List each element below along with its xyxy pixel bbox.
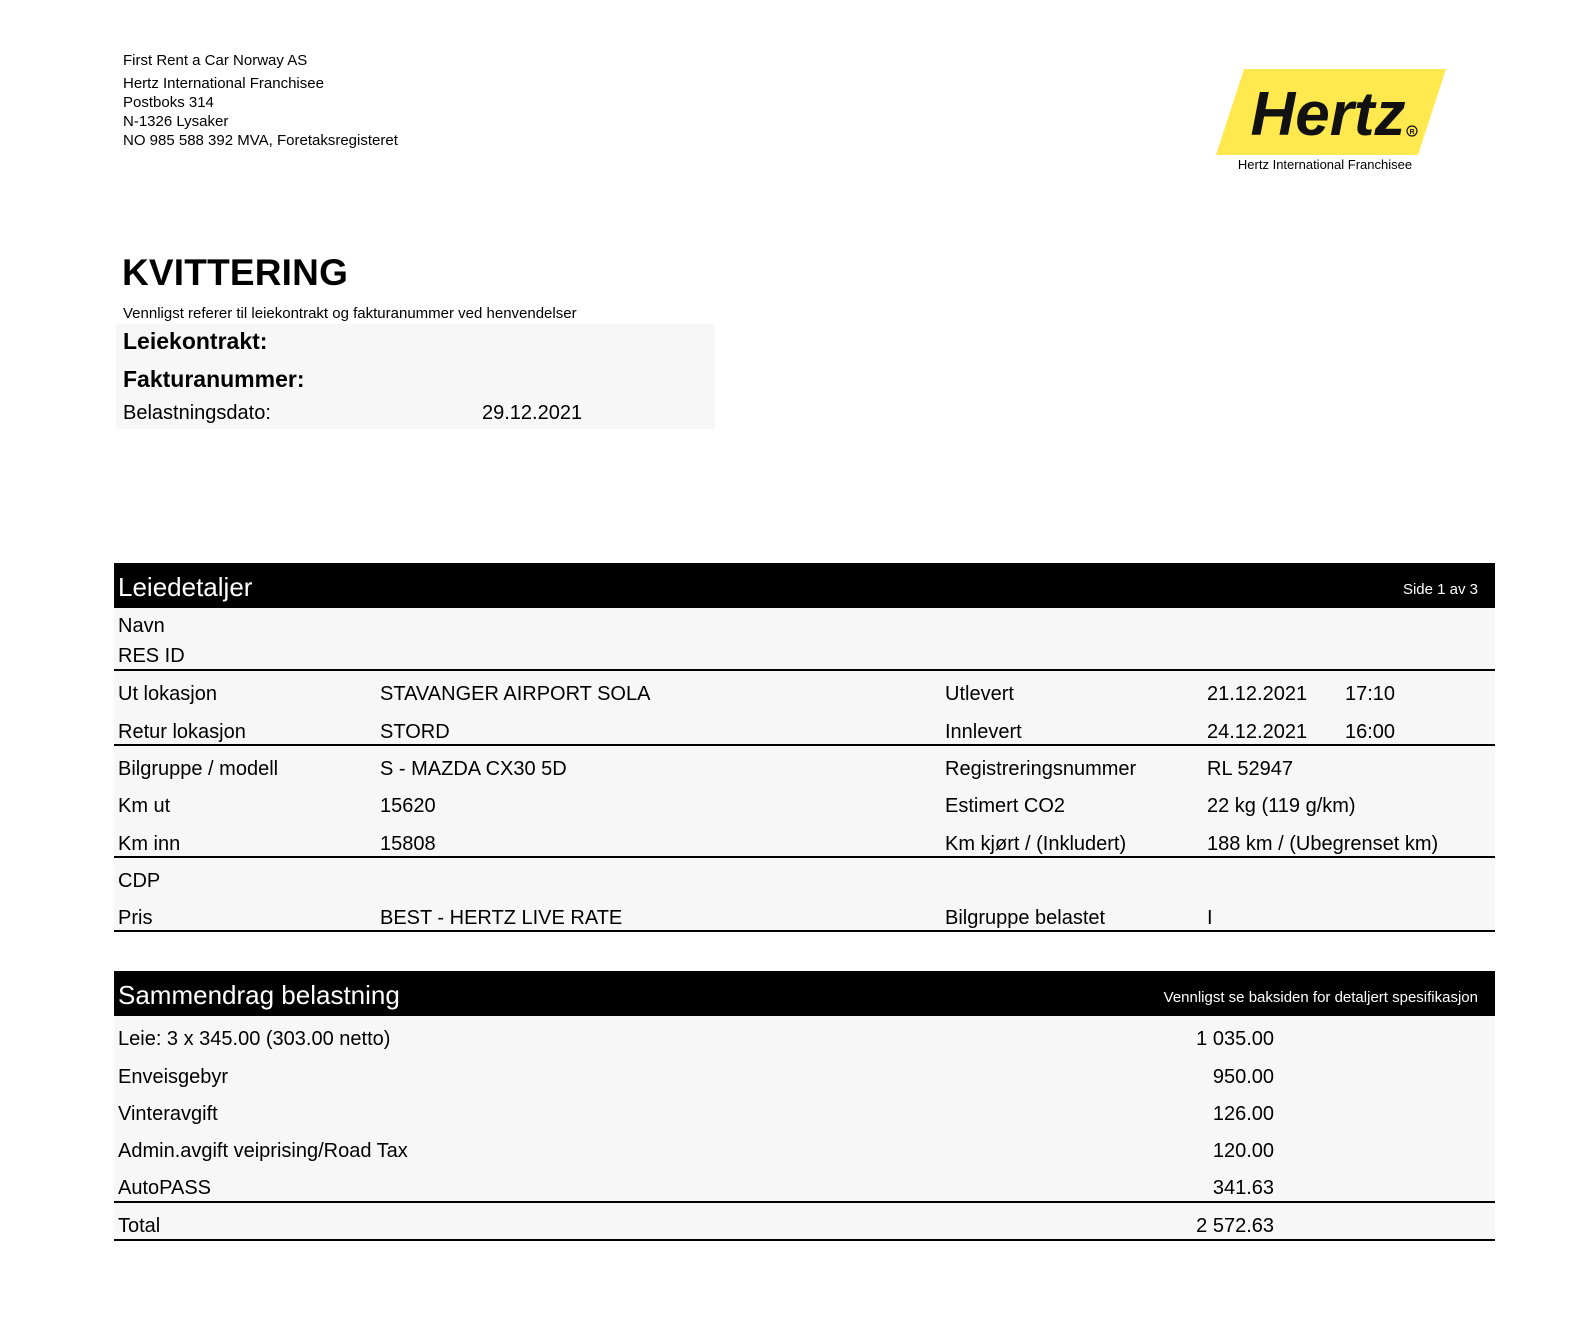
co2-label: Estimert CO2	[945, 795, 1066, 817]
registration-value: RL 52947	[1207, 758, 1293, 780]
hertz-logo	[1216, 69, 1446, 174]
name-label: Navn	[118, 615, 165, 637]
divider	[114, 669, 1495, 671]
divider	[114, 1201, 1495, 1203]
km-driven-label: Km kjørt / (Inkludert)	[945, 833, 1127, 855]
reference-box	[116, 324, 715, 429]
summary-note: Vennligst se baksiden for detaljert spesifikasjon	[1163, 989, 1478, 1006]
divider	[114, 930, 1495, 932]
charge-amount: 120.00	[1212, 1140, 1274, 1162]
returned-label: Innlevert	[945, 721, 1022, 743]
page-title: KVITTERING	[122, 252, 349, 293]
summary-header	[114, 971, 1495, 1016]
company-franchise: Hertz International Franchisee	[123, 75, 324, 92]
cdp-label: CDP	[118, 870, 161, 892]
delivered-time: 17:10	[1345, 683, 1396, 705]
km-out-label: Km ut	[118, 795, 171, 817]
km-in-value: 15808	[380, 833, 436, 855]
price-label: Pris	[118, 907, 153, 929]
return-location-label: Retur lokasjon	[118, 721, 246, 743]
company-address	[123, 51, 398, 150]
out-location-value: STAVANGER AIRPORT SOLA	[380, 683, 651, 705]
delivered-date: 21.12.2021	[1207, 683, 1308, 705]
company-city: N-1326 Lysaker	[123, 113, 229, 130]
charge-label: Vinteravgift	[118, 1103, 218, 1125]
km-in-label: Km inn	[118, 833, 181, 855]
charge-label: Admin.avgift veiprising/Road Tax	[118, 1140, 408, 1162]
page-indicator: Side 1 av 3	[1402, 581, 1478, 598]
rental-details-header	[114, 563, 1495, 608]
contract-label: Leiekontrakt:	[123, 328, 268, 354]
delivered-label: Utlevert	[945, 683, 1014, 705]
charge-amount: 950.00	[1212, 1066, 1274, 1088]
total-amount: 2 572.63	[1196, 1215, 1274, 1237]
charge-label: Enveisgebyr	[118, 1066, 229, 1088]
charge-date-value: 29.12.2021	[482, 402, 583, 424]
charge-amount: 126.00	[1212, 1103, 1274, 1125]
summary-title: Sammendrag belastning	[118, 980, 400, 1010]
return-location-value: STORD	[380, 721, 450, 743]
km-driven-value: 188 km / (Ubegrenset km)	[1207, 833, 1439, 855]
km-out-value: 15620	[380, 795, 436, 817]
returned-date: 24.12.2021	[1207, 721, 1308, 743]
car-group-label: Bilgruppe / modell	[118, 758, 279, 780]
registration-label: Registreringsnummer	[945, 758, 1137, 780]
charge-date-label: Belastningsdato:	[123, 402, 271, 424]
svg-text:R: R	[1409, 129, 1415, 136]
company-postbox: Postboks 314	[123, 94, 214, 111]
charge-label: Leie: 3 x 345.00 (303.00 netto)	[118, 1028, 391, 1050]
car-group-value: S - MAZDA CX30 5D	[380, 758, 567, 780]
charge-amount: 1 035.00	[1196, 1028, 1274, 1050]
hertz-logo-icon	[1216, 69, 1446, 157]
rental-details-panel	[114, 608, 1495, 932]
group-charged-value: I	[1207, 907, 1213, 929]
total-label: Total	[118, 1215, 161, 1237]
group-charged-label: Bilgruppe belastet	[945, 907, 1106, 929]
price-value: BEST - HERTZ LIVE RATE	[380, 907, 623, 929]
company-org-number: NO 985 588 392 MVA, Foretaksregisteret	[123, 132, 398, 149]
co2-value: 22 kg (119 g/km)	[1207, 795, 1356, 817]
out-location-label: Ut lokasjon	[118, 683, 217, 705]
company-name: First Rent a Car Norway AS	[123, 52, 308, 69]
rental-details-title: Leiedetaljer	[118, 572, 253, 602]
invoice-label: Fakturanummer:	[123, 366, 305, 392]
charge-label: AutoPASS	[118, 1177, 212, 1199]
charge-amount: 341.63	[1212, 1177, 1274, 1199]
logo-subtitle: Hertz International Franchisee	[1237, 157, 1413, 172]
returned-time: 16:00	[1345, 721, 1396, 743]
divider	[114, 1239, 1495, 1241]
logo-wordmark: Hertz	[1250, 80, 1406, 149]
res-id-label: RES ID	[118, 645, 185, 667]
reference-note: Vennligst referer til leiekontrakt og fakturanummer ved henvendelser	[123, 305, 577, 322]
summary-panel	[114, 1016, 1495, 1240]
divider	[114, 744, 1495, 746]
divider	[114, 856, 1495, 858]
